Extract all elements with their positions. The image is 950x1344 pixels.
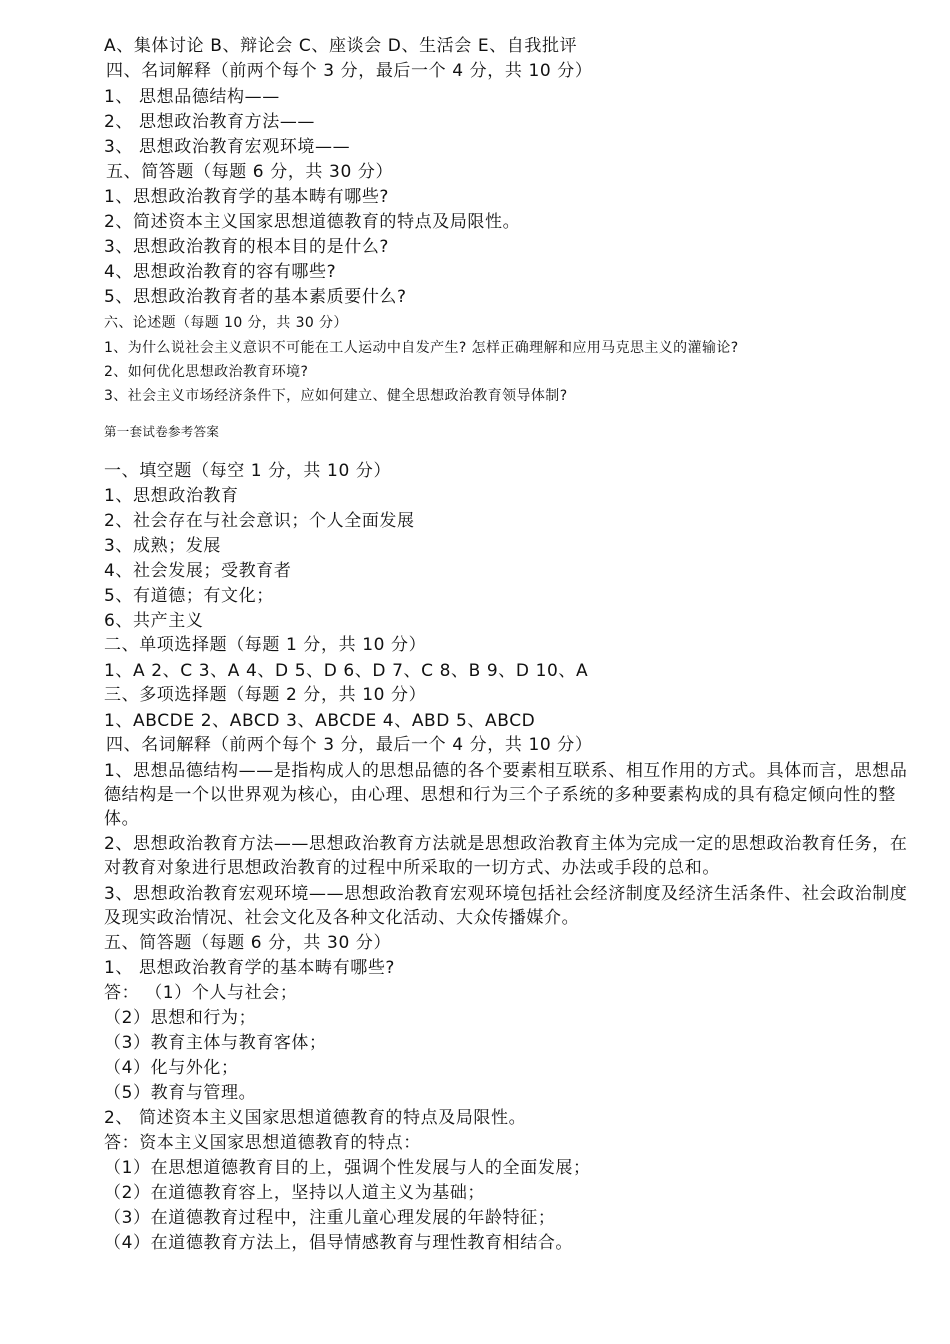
ans-s4-definition: 3、思想政治教育宏观环境——思想政治教育宏观环境包括社会经济制度及经济生活条件、社会政治制度及现实政治情况、社会文化及各种文化活动、大众传播媒介。 [104,884,908,928]
sec5-item: 1、思想政治教育学的基本畴有哪些? [104,187,390,207]
ans-s1-item: 2、社会存在与社会意识；个人全面发展 [104,511,415,531]
ans-q2-lead: 答：资本主义国家思想道德教育的特点： [104,1133,421,1153]
sec6-item: 2、如何优化思想政治教育环境? [104,364,309,380]
ans-q1-point: （4）化与外化； [104,1058,239,1078]
ans-q2-point: （3）在道德教育过程中，注重儿童心理发展的年龄特征； [104,1208,556,1228]
ans-s1-item: 6、共产主义 [104,611,204,631]
ans-q1-point: （5）教育与管理。 [104,1083,257,1103]
ans-s2-heading: 二、单项选择题（每题 1 分，共 10 分） [104,635,427,655]
ans-s1-item: 4、社会发展；受教育者 [104,561,292,581]
answer-key-title: 第一套试卷参考答案 [104,424,220,439]
sec4-item: 2、 思想政治教育方法—— [104,112,316,132]
sec5-item: 2、简述资本主义国家思想道德教育的特点及局限性。 [104,212,521,232]
ans-s3-heading: 三、多项选择题（每题 2 分，共 10 分） [104,685,427,705]
ans-q2-point: （1）在思想道德教育目的上，强调个性发展与人的全面发展； [104,1158,591,1178]
section5-heading: 五、简答题（每题 6 分，共 30 分） [106,162,394,182]
ans-q1: 1、 思想政治教育学的基本畴有哪些? [104,958,396,978]
sec6-item: 1、为什么说社会主义意识不可能在工人运动中自发产生? 怎样正确理解和应用马克思主义的灌输论? [104,340,739,356]
ans-q1-point: （2）思想和行为； [104,1008,257,1028]
ans-s1-item: 1、思想政治教育 [104,486,239,506]
ans-q1-lead: 答： （1）个人与社会； [104,983,298,1003]
ans-s2-answers: 1、A 2、C 3、A 4、D 5、D 6、D 7、C 8、B 9、D 10、A [104,661,589,681]
ans-q2-point: （4）在道德教育方法上，倡导情感教育与理性教育相结合。 [104,1233,574,1253]
ans-s5-heading: 五、简答题（每题 6 分，共 30 分） [104,933,392,953]
ans-s1-item: 3、成熟；发展 [104,536,222,556]
ans-q2-point: （2）在道德教育容上，坚持以人道主义为基础； [104,1183,486,1203]
ans-q2: 2、 简述资本主义国家思想道德教育的特点及局限性。 [104,1108,527,1128]
ans-s4-definition: 2、思想政治教育方法——思想政治教育方法就是思想政治教育主体为完成一定的思想政治教育任务，在对教育对象进行思想政治教育的过程中所采取的一切方式、办法或手段的总和。 [104,834,908,878]
ans-s4-definition: 1、思想品德结构——是指构成人的思想品德的各个要素相互联系、相互作用的方式。具体而言，思想品德结构是一个以世界观为核心，由心理、思想和行为三个子系统的多种要素构成的具有稳定倾向性的整体。 [104,761,908,829]
sec6-item: 3、社会主义市场经济条件下，应如何建立、健全思想政治教育领导体制? [104,388,568,404]
section4-heading: 四、名词解释（前两个每个 3 分，最后一个 4 分，共 10 分） [106,61,593,81]
sec5-item: 3、思想政治教育的根本目的是什么? [104,237,390,257]
ans-q1-point: （3）教育主体与教育客体； [104,1033,327,1053]
sec5-item: 5、思想政治教育者的基本素质要什么? [104,287,407,307]
ans-s3-answers: 1、ABCDE 2、ABCD 3、ABCDE 4、ABD 5、ABCD [104,711,536,731]
section6-heading: 六、论述题（每题 10 分，共 30 分） [104,315,348,331]
sec4-item: 3、 思想政治教育宏观环境—— [104,137,351,157]
sec5-item: 4、思想政治教育的容有哪些? [104,262,337,282]
ans-s1-heading: 一、填空题（每空 1 分，共 10 分） [104,461,392,481]
sec4-item: 1、 思想品德结构—— [104,87,280,107]
ans-s4-heading: 四、名词解释（前两个每个 3 分，最后一个 4 分，共 10 分） [106,735,593,755]
ans-s1-item: 5、有道德；有文化； [104,586,274,606]
option-line: A、集体讨论 B、辩论会 C、座谈会 D、生活会 E、自我批评 [104,36,578,56]
